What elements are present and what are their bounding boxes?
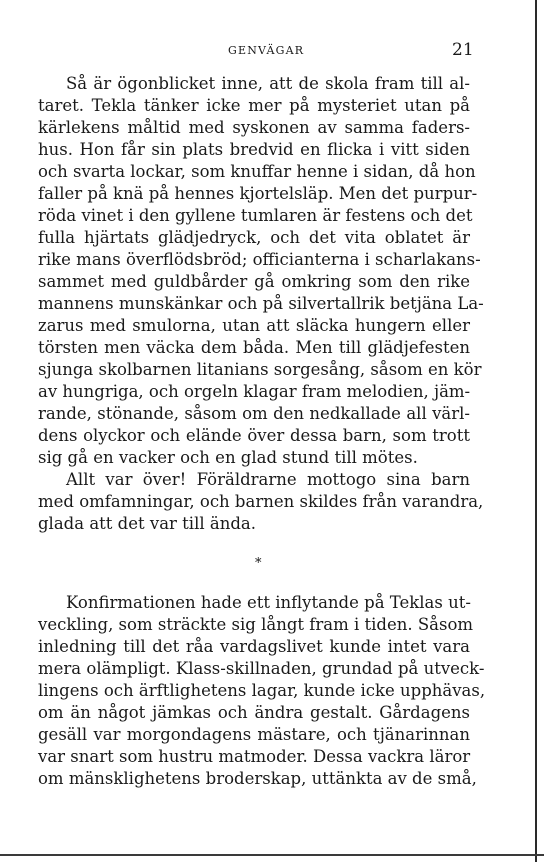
text-line: inledning till det råa vardagslivet kunde intet vara bbox=[38, 637, 470, 656]
text-line: lingens och ärftlighetens lagar, kunde icke upphävas, bbox=[38, 681, 486, 700]
page-edge-bottom bbox=[0, 854, 544, 856]
text-line: törsten men väcka dem båda. Men till glädjefesten bbox=[38, 338, 470, 357]
text-line: mannens munskänkar och på silvertallrik betjäna La- bbox=[38, 294, 484, 313]
text-line: och svarta lockar, som knuffar henne i sidan, då hon bbox=[38, 162, 476, 181]
text-line: glada att det var till ända. bbox=[38, 514, 256, 533]
text-line: mera olämpligt. Klass-skillnaden, grundad på utveck- bbox=[38, 659, 485, 678]
text-line: med omfamningar, och barnen skildes från varandra, bbox=[38, 492, 484, 511]
page-edge-right bbox=[535, 0, 537, 862]
text-line: Så är ögonblicket inne, att de skola fram till al- bbox=[66, 74, 470, 93]
text-line: röda vinet i den gyllene tumlaren är festens och det bbox=[38, 206, 473, 225]
page-number: 21 bbox=[452, 40, 474, 60]
running-head: GENVÄGAR bbox=[228, 44, 305, 57]
text-line: sig gå en vacker och en glad stund till mötes. bbox=[38, 448, 418, 467]
paragraph-3 bbox=[38, 592, 486, 790]
text-line: fulla hjärtats glädjedryck, och det vita oblatet är bbox=[38, 228, 470, 247]
text-line: dens olyckor och elände över dessa barn, som trott bbox=[38, 426, 470, 445]
paragraph-1 bbox=[38, 73, 484, 469]
text-line: var snart som hustru matmoder. Dessa vackra läror bbox=[38, 747, 471, 766]
text-line: om än något jämkas och ändra gestalt. Gårdagens bbox=[38, 703, 470, 722]
text-line: veckling, som sträckte sig långt fram i tiden. Såsom bbox=[38, 615, 474, 634]
text-line: taret. Tekla tänker icke mer på mysteriet utan på bbox=[38, 96, 470, 115]
text-line: rande, stönande, såsom om den nedkallade all värl- bbox=[38, 404, 470, 423]
text-line: sjunga skolbarnen litanians sorgesång, såsom en kör bbox=[38, 360, 482, 379]
paragraph-2 bbox=[38, 469, 484, 535]
text-line: av hungriga, och orgeln klagar fram melodien, jäm- bbox=[38, 382, 471, 401]
text-line: Konfirmationen hade ett inflytande på Teklas ut- bbox=[66, 593, 471, 612]
section-break-asterisk: * bbox=[255, 556, 262, 571]
text-line: hus. Hon får sin plats bredvid en flicka i vitt siden bbox=[38, 140, 470, 159]
text-line: rike mans överflödsbröd; officianterna i scharlakans- bbox=[38, 250, 481, 269]
text-line: Allt var över! Föräldrarne mottogo sina barn bbox=[66, 470, 470, 489]
text-line: om mänsklighetens broderskap, uttänkta av de små, bbox=[38, 769, 477, 788]
text-line: faller på knä på hennes kjortelsläp. Men det purpur- bbox=[38, 184, 478, 203]
text-line: zarus med smulorna, utan att släcka hungern eller bbox=[38, 316, 470, 335]
text-line: gesäll var morgondagens mästare, och tjänarinnan bbox=[38, 725, 470, 744]
text-line: kärlekens måltid med syskonen av samma faders- bbox=[38, 118, 470, 137]
text-line: sammet med guldbårder gå omkring som den rike bbox=[38, 272, 470, 291]
